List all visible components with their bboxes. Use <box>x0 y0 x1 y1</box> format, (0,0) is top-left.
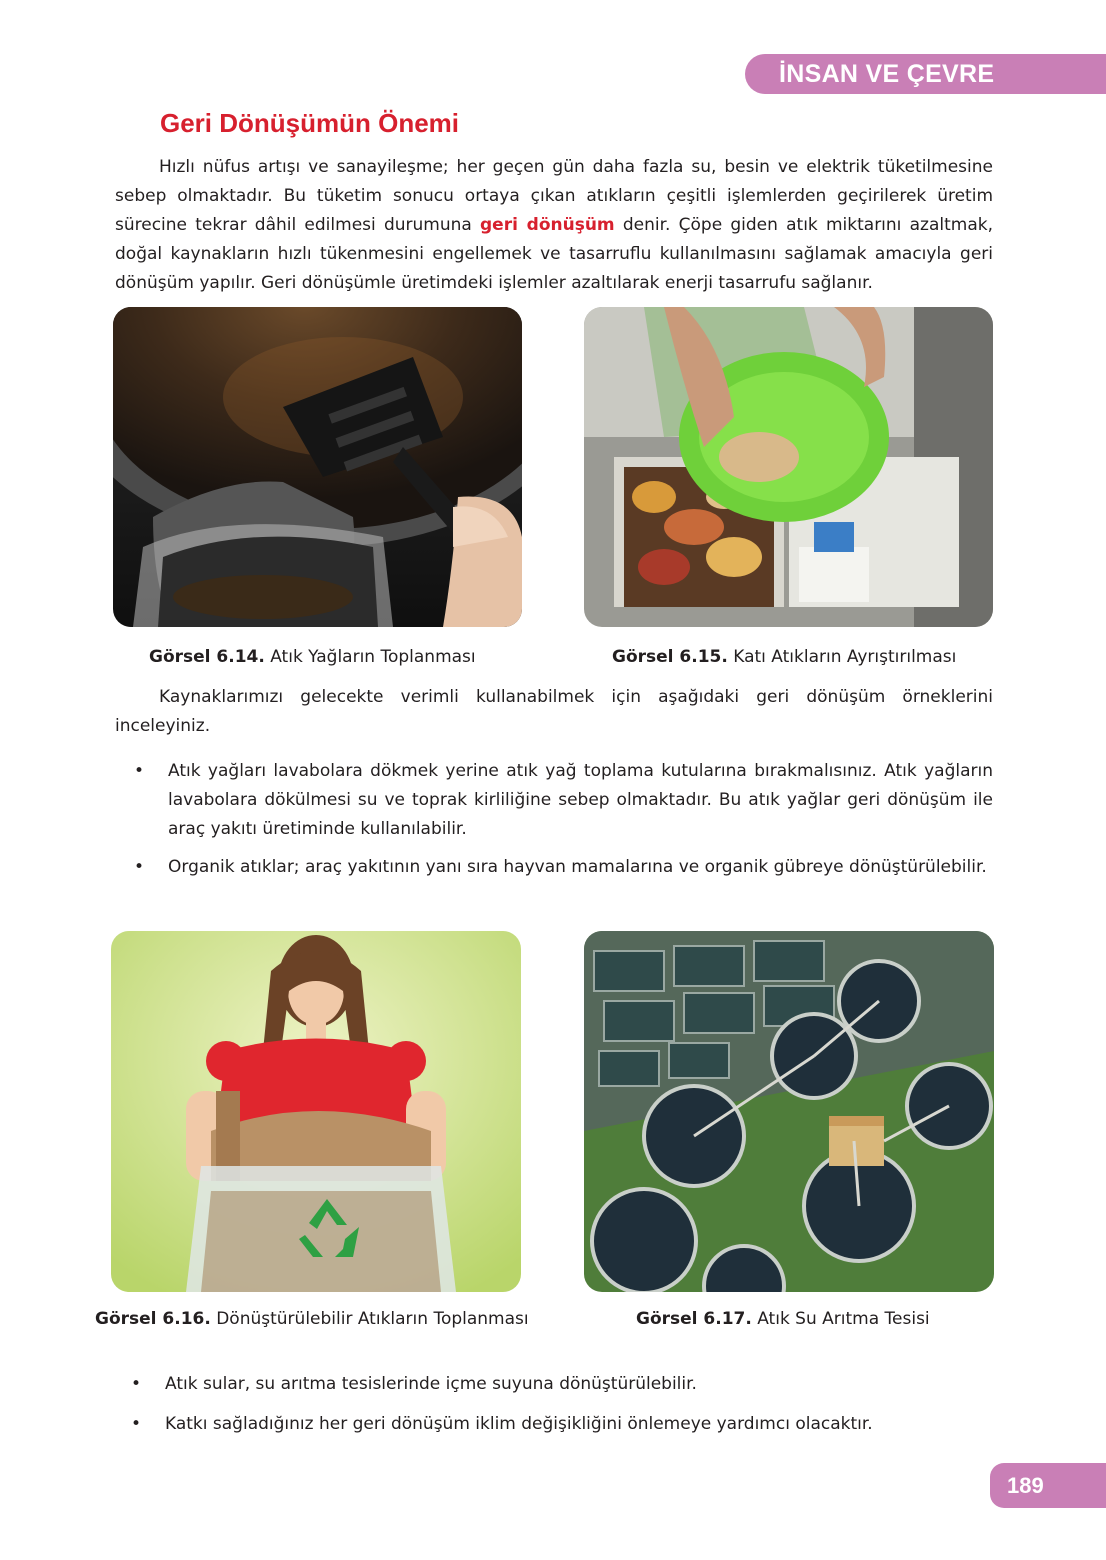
figure-number: Görsel 6.15. <box>612 647 728 667</box>
bullet-text: Katkı sağladığınız her geri dönüşüm iklim değişikliğini önlemeye yardımcı olacaktır. <box>165 1414 873 1434</box>
intro-paragraph <box>115 153 993 298</box>
photo-waste-oil-collection <box>113 307 522 627</box>
unit-title: İNSAN VE ÇEVRE <box>779 59 995 88</box>
examples-intro-paragraph <box>115 683 993 741</box>
photo-recyclable-waste-collection <box>111 931 521 1292</box>
bullet-point-icon: • <box>131 1374 142 1394</box>
figure-number: Görsel 6.16. <box>95 1309 211 1329</box>
figure-caption-text: Atık Yağların Toplanması <box>270 647 476 667</box>
figure-caption-6-17 <box>636 1308 930 1330</box>
figure-caption-text: Dönüştürülebilir Atıkların Toplanması <box>216 1309 529 1329</box>
examples-intro-text: Kaynaklarımızı gelecekte verimli kullanabilmek için aşağıdaki geri dönüşüm örneklerini inceleyiniz. <box>115 687 993 736</box>
page-number-badge <box>990 1463 1106 1508</box>
figure-caption-6-15 <box>612 646 956 668</box>
bullet-text: Atık sular, su arıtma tesislerinde içme suyuna dönüştürülebilir. <box>165 1374 697 1394</box>
intro-text-after: denir. Çöpe giden atık miktarını azaltmak, doğal kaynakların hızlı tükenmesini engellemek ve tasarruflu kullanılmasını sağlamak amacıyla geri dönüşüm yapılır. Geri dönüşümle üretimdeki işlemler azaltılarak enerji tasarrufu sağlanır. <box>115 215 993 293</box>
figure-number: Görsel 6.17. <box>636 1309 752 1329</box>
bullet-item <box>134 757 993 844</box>
key-term-geri-donusum: geri dönüşüm <box>480 215 615 235</box>
page-number: 189 <box>1007 1472 1044 1498</box>
intro-text-before: Hızlı nüfus artışı ve sanayileşme; her geçen gün daha fazla su, besin ve elektrik tüketilmesine sebep olmaktadır. Bu tüketim sonucu ortaya çıkan atıkların çeşitli işlemlerden geçirilerek üretim sürecine tekrar dâhil edilmesi durumuna <box>115 157 993 235</box>
bullet-text: Organik atıklar; araç yakıtının yanı sıra hayvan mamalarına ve organik gübreye dönüştürülebilir. <box>168 857 987 877</box>
figure-caption-text: Atık Su Arıtma Tesisi <box>757 1309 930 1329</box>
bullet-point-icon: • <box>131 1414 142 1434</box>
section-title: Geri Dönüşümün Önemi <box>160 108 460 138</box>
bullet-point-icon: • <box>134 761 145 781</box>
bullet-item <box>134 853 993 882</box>
figure-caption-text: Katı Atıkların Ayrıştırılması <box>733 647 957 667</box>
figure-caption-6-16 <box>95 1308 529 1330</box>
figure-caption-6-14 <box>149 646 476 668</box>
figure-number: Görsel 6.14. <box>149 647 265 667</box>
bullet-point-icon: • <box>134 857 145 877</box>
photo-solid-waste-sorting <box>584 307 993 627</box>
unit-header-badge <box>745 54 1106 94</box>
bullet-item <box>131 1410 995 1439</box>
bullet-text: Atık yağları lavabolara dökmek yerine atık yağ toplama kutularına bırakmalısınız. Atık yağların lavabolara dökülmesi su ve toprak kirliliğine sebep olmaktadır. Bu atık yağlar geri dönüşüm ile araç yakıtı üretiminde kullanılabilir. <box>168 761 993 839</box>
photo-wastewater-treatment-plant <box>584 931 994 1292</box>
bullet-item <box>131 1370 995 1399</box>
